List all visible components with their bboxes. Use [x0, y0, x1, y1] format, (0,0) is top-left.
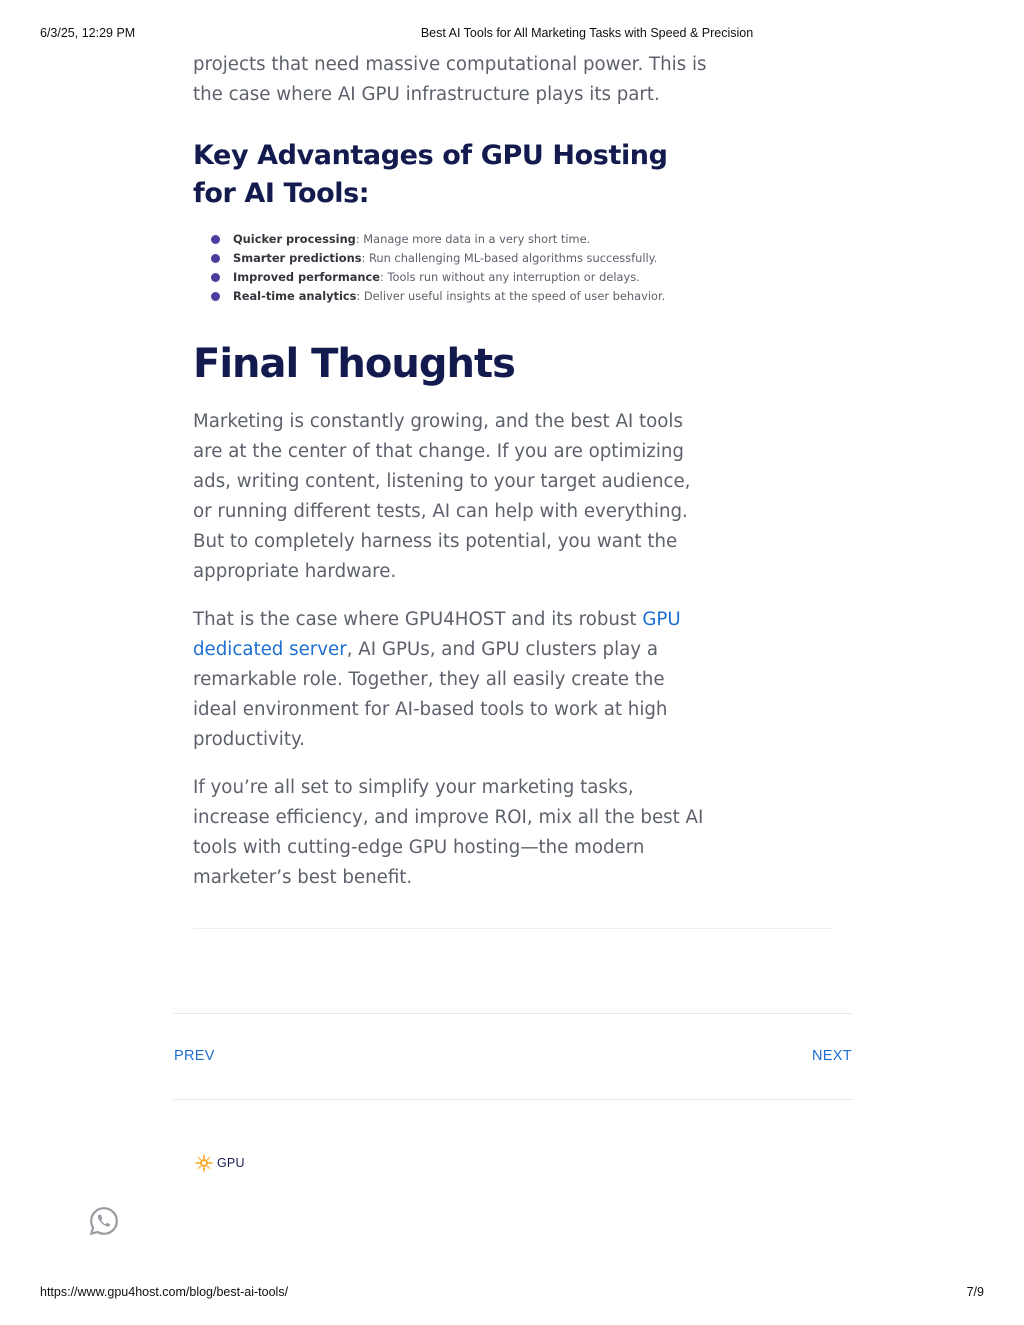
advantages-heading: Key Advantages of GPU Hosting for AI Tools: — [193, 140, 668, 209]
list-item — [211, 249, 713, 268]
final-paragraph-3: If you’re all set to simplify your marketing tasks, increase efficiency, and improve ROI, mix all the best AI tools with cutting-edge GPU hosting—the modern marketer’s best benefit. — [193, 777, 704, 888]
next-post-link[interactable]: NEXT — [812, 1048, 852, 1064]
final-paragraph-2 — [193, 605, 713, 755]
final-p2-text-after: , AI GPUs, and GPU clusters play a remarkable role. Together, they all easily create the ideal environment for AI-based tools to work at high productivity. — [193, 639, 668, 750]
pager-divider-top — [174, 1013, 852, 1014]
content-divider — [193, 928, 833, 929]
item-desc: : Tools run without any interruption or delays. — [380, 270, 640, 284]
final-thoughts-body — [193, 407, 713, 893]
advantages-list — [193, 230, 713, 306]
print-footer — [40, 1285, 984, 1301]
article-content — [193, 50, 713, 893]
print-header — [40, 26, 984, 42]
item-term: Improved performance — [233, 270, 381, 284]
site-logo[interactable] — [193, 1152, 245, 1174]
list-item — [211, 230, 713, 249]
item-desc: : Manage more data in a very short time. — [355, 232, 591, 246]
bullet-icon — [211, 254, 220, 263]
final-p2-text-before: That is the case where GPU4HOST and its robust — [193, 609, 643, 630]
prev-post-link[interactable]: PREV — [174, 1048, 215, 1064]
whatsapp-icon[interactable] — [88, 1205, 120, 1237]
list-item — [211, 287, 713, 306]
print-page-title: Best AI Tools for All Marketing Tasks with Speed & Precision — [420, 26, 754, 40]
final-paragraph-1: Marketing is constantly growing, and the best AI tools are at the center of that change. If you are optimizing ads, writing content, listening to your target audience, or running different tests, AI can help with everything. But to completely harness its potential, you want the appropriate hardware. — [193, 411, 691, 582]
print-url: https://www.gpu4host.com/blog/best-ai-tools/ — [40, 1285, 289, 1299]
item-term: Smarter predictions — [233, 251, 362, 265]
bullet-icon — [211, 235, 220, 244]
print-datetime: 6/3/25, 12:29 PM — [40, 26, 136, 40]
bullet-icon — [211, 273, 220, 282]
item-desc: : Deliver useful insights at the speed of user behavior. — [356, 289, 666, 303]
print-page-number: 7/9 — [966, 1285, 984, 1299]
item-term: Quicker processing — [233, 232, 356, 246]
bullet-icon — [211, 292, 220, 301]
logo-text: GPU — [217, 1156, 245, 1170]
intro-paragraph: projects that need massive computational power. This is the case where AI GPU infrastructure plays its part. — [193, 54, 707, 105]
sun-logo-icon — [193, 1152, 215, 1174]
pager-divider-bottom — [174, 1099, 852, 1100]
list-item — [211, 268, 713, 287]
final-thoughts-heading: Final Thoughts — [193, 341, 515, 387]
item-term: Real-time analytics — [233, 289, 357, 303]
gpu-dedicated-server-link[interactable]: GPU dedicated server — [193, 609, 681, 660]
item-desc: : Run challenging ML-based algorithms successfully. — [361, 251, 658, 265]
